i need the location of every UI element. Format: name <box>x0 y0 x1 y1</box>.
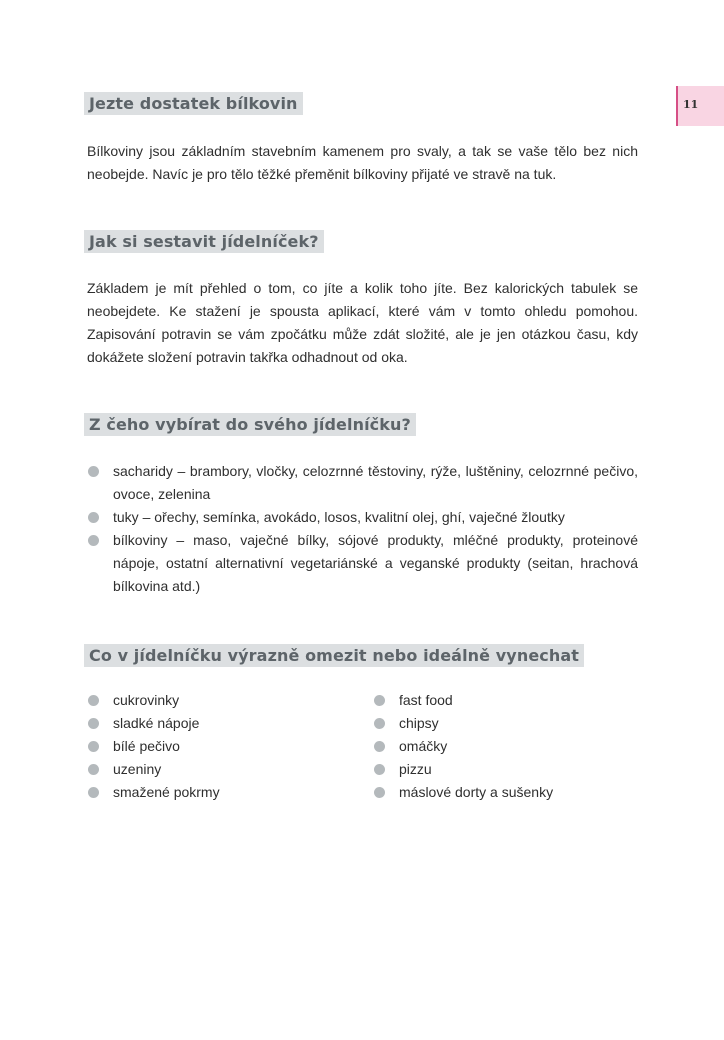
list-item <box>87 781 357 804</box>
bullet-icon <box>88 512 99 523</box>
page-number: 11 <box>683 98 699 111</box>
list-item-text: pizzu <box>399 761 432 777</box>
list-item <box>373 735 653 758</box>
list-item-text: uzeniny <box>113 761 162 777</box>
list-item <box>87 506 638 529</box>
choose-list <box>87 460 638 598</box>
bullet-icon <box>88 764 99 775</box>
bullet-icon <box>374 695 385 706</box>
list-item-text: máslové dorty a sušenky <box>399 784 554 800</box>
list-item-text: omáčky <box>399 738 448 754</box>
list-item-text: chipsy <box>399 715 439 731</box>
bullet-icon <box>374 741 385 752</box>
bullet-icon <box>88 535 99 546</box>
list-item <box>87 689 357 712</box>
avoid-list-left <box>87 689 357 804</box>
list-item <box>373 689 653 712</box>
bullet-icon <box>88 718 99 729</box>
list-item-text: smažené pokrmy <box>113 784 220 800</box>
bullet-icon <box>374 718 385 729</box>
list-item <box>87 758 357 781</box>
page-number-tab <box>676 86 724 126</box>
heading-menu: Jak si sestavit jídelníček? <box>84 230 324 253</box>
paragraph-menu: Základem je mít přehled o tom, co jíte a kolik toho jíte. Bez kalorických tabulek se neobejdete. Ke stažení je spousta aplikací, které vám v tomto ohledu pomohou. Zapisování potravin se vám zpočátku může zdát složité, ale je jen otázkou času, kdy dokážete složení potravin takřka odhadnout od oka. <box>87 280 638 365</box>
bullet-icon <box>88 787 99 798</box>
bullet-icon <box>374 787 385 798</box>
list-item-text: bílé pečivo <box>113 738 180 754</box>
heading-choose: Z čeho vybírat do svého jídelníčku? <box>84 413 416 436</box>
list-item <box>87 735 357 758</box>
list-item <box>373 758 653 781</box>
avoid-list-right <box>373 689 653 804</box>
bullet-icon <box>374 764 385 775</box>
list-item-text: sladké nápoje <box>113 715 200 731</box>
list-item-text: tuky – ořechy, semínka, avokádo, losos, kvalitní olej, ghí, vaječné žloutky <box>113 509 565 525</box>
bullet-icon <box>88 466 99 477</box>
paragraph-protein: Bílkoviny jsou základním stavebním kamenem pro svaly, a tak se vaše tělo bez nich neobejde. Navíc je pro tělo těžké přeměnit bílkoviny přijaté ve stravě na tuk. <box>87 143 638 182</box>
heading-avoid: Co v jídelníčku výrazně omezit nebo ideálně vynechat <box>84 644 584 667</box>
list-item-text: sacharidy – brambory, vločky, celozrnné těstoviny, rýže, luštěniny, celozrnné pečivo, ovoce, zelenina <box>113 463 638 502</box>
list-item <box>87 712 357 735</box>
list-item <box>373 781 653 804</box>
list-item <box>87 460 638 506</box>
list-item <box>87 529 638 598</box>
list-item-text: cukrovinky <box>113 692 180 708</box>
list-item-text: fast food <box>399 692 453 708</box>
list-item <box>373 712 653 735</box>
heading-protein: Jezte dostatek bílkovin <box>84 92 303 115</box>
list-item-text: bílkoviny – maso, vaječné bílky, sójové produkty, mléčné produkty, proteinové nápoje, ostatní alternativní vegetariánské a veganské produkty (seitan, hrachová bílkovina atd.) <box>113 532 638 594</box>
bullet-icon <box>88 695 99 706</box>
bullet-icon <box>88 741 99 752</box>
